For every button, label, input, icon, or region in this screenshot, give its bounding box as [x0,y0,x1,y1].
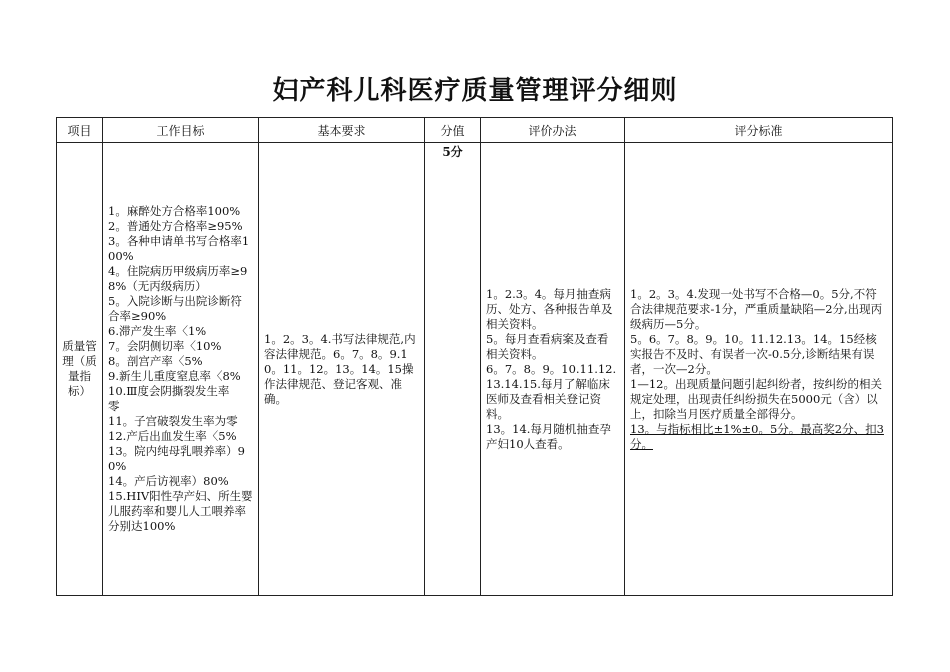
evaluation-line: 1。2.3。4。每月抽查病历、处方、各种报告单及相关资料。 [486,286,613,331]
header-requirement: 基本要求 [259,118,425,143]
header-criteria: 评分标准 [625,118,893,143]
scoring-table [56,117,893,596]
item-cell [57,143,103,596]
score-cell [425,143,481,596]
goals-cell [103,143,259,596]
evaluation-line: 5。每月查看病案及查看相关资料。 [486,331,609,361]
requirements-cell [259,143,425,596]
goal-line: 12.产后出血发生率〈5% [108,429,237,443]
requirements-text: 1。2。3。4.书写法律规范,内容法律规范。6。7。8。9.10。11。12。13。14。15操作法律规范、登记客观、准确。 [264,331,416,406]
item-text: 质量管理（质量指标） [62,339,97,398]
goal-line: 13。院内纯母乳喂养率）90% [108,444,245,473]
goal-line: 15.HIV阳性孕产妇、所生婴儿服药率和婴儿人工喂养率分别达100% [108,489,253,533]
goal-line: 3。各种申请单书写合格率100% [108,234,250,263]
table-row [57,143,893,596]
goal-line: 8。剖宫产率〈5% [108,354,203,368]
goal-line: 6.滞产发生率〈1% [108,324,207,338]
criteria-line: 5。6。7。8。9。10。11.12.13。14。15经核实报告不及时、有误者一次-0.5分,诊断结果有误者，一次—2分。 [630,331,877,376]
criteria-line: 1—12。出现质量问题引起纠纷者，按纠纷的相关规定处理，出现责任纠纷损失在5000元（含）以上，扣除当月医疗质量全部得分。 [630,376,882,421]
evaluation-line: 13。14.每月随机抽查孕产妇10人查看。 [486,421,611,451]
header-item: 项目 [57,118,103,143]
header-score: 分值 [425,118,481,143]
header-goal: 工作目标 [103,118,259,143]
score-value: 5分 [442,145,463,159]
criteria-line-underlined: 13。与指标相比±1%±0。5分。最高奖2分、扣3分。 [630,421,884,451]
goal-line: 4。住院病历甲级病历率≥98%（无丙级病历） [108,264,248,293]
goal-line: 1。麻醉处方合格率100% [108,204,241,218]
document-title: 妇产科儿科医疗质量管理评分细则 [272,76,678,106]
goal-line: 7。会阴侧切率〈10% [108,339,222,353]
goal-line: 14。产后访视率）80% [108,474,229,488]
goal-line: 10.Ⅲ度会阴撕裂发生率 零 [108,384,253,413]
criteria-cell [625,143,893,596]
goal-line: 2。普通处方合格率≥95% [108,219,243,233]
header-evaluation: 评价办法 [481,118,625,143]
goal-line: 9.新生儿重度窒息率〈8% [108,369,241,383]
criteria-line: 1。2。3。4.发现一处书写不合格—0。5分,不符合法律规范要求-1分，严重质量缺陷—2分,出现丙级病历—5分。 [630,286,883,331]
goal-line: 5。入院诊断与出院诊断符合率≥90% [108,294,242,323]
header-row [57,118,893,143]
evaluation-line: 6。7。8。9。10.11.12.13.14.15.每月了解临床医师及查看相关登记资料。 [486,361,617,421]
goal-line: 11。子宫破裂发生率为零 [108,414,238,428]
evaluation-cell [481,143,625,596]
